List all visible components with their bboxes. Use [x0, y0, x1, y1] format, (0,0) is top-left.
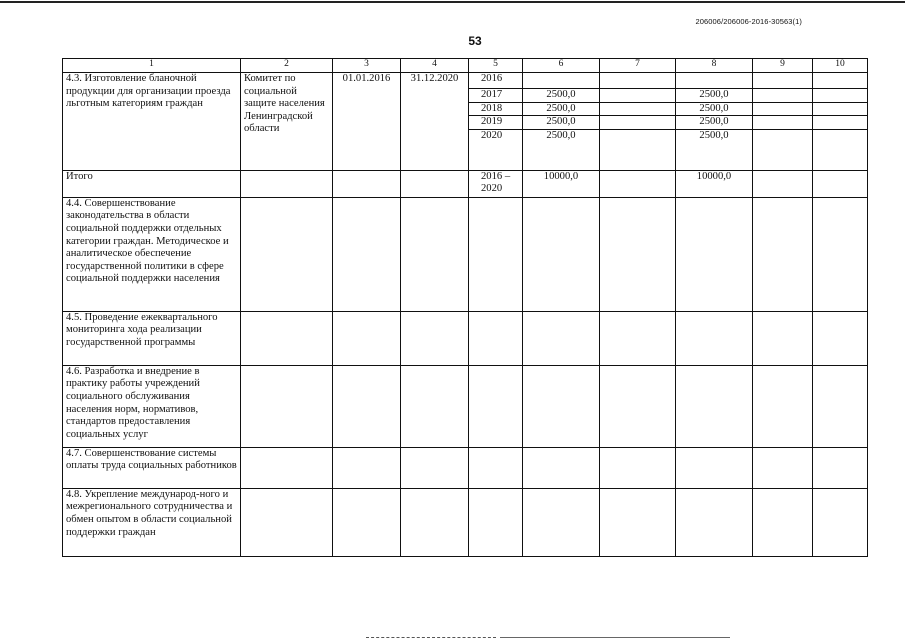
- year-cell: 2020: [469, 129, 523, 170]
- total-period: 2016 – 2020: [469, 170, 523, 197]
- column-header: 8: [676, 59, 753, 73]
- executor-cell: Комитет по социальной защите населения Ленинградской области: [241, 73, 333, 171]
- year-cell: 2019: [469, 116, 523, 130]
- amount-col6: 2500,0: [523, 89, 600, 103]
- item-title-4-4: 4.4. Совершенствование законодательства в области социальной поддержки отдельных категории граждан. Методическое и аналитическое обеспечение государственной политики в сфере социальной поддержки населения: [63, 197, 241, 311]
- item-title-4-5: 4.5. Проведение ежеквартального мониторинга хода реализации государственной программы: [63, 311, 241, 365]
- amount-col8: 2500,0: [676, 89, 753, 103]
- amount-col8: 2500,0: [676, 116, 753, 130]
- page-number: 53: [468, 34, 482, 48]
- table-row: [63, 365, 868, 447]
- column-header: 1: [63, 59, 241, 73]
- year-cell: 2017: [469, 89, 523, 103]
- column-header: 4: [401, 59, 469, 73]
- table-row: [63, 197, 868, 311]
- program-table: [62, 58, 868, 557]
- item-title-4-8: 4.8. Укрепление международ-ного и межрегионального сотрудничества и обмен опытом в области социальной поддержки граждан: [63, 488, 241, 556]
- column-header: 3: [333, 59, 401, 73]
- column-header: 6: [523, 59, 600, 73]
- start-date-cell: 01.01.2016: [333, 73, 401, 171]
- item-title-4-7: 4.7. Совершенствование системы оплаты труда социальных работников: [63, 447, 241, 488]
- table-row: [63, 73, 868, 89]
- item-title-4-3: 4.3. Изготовление бланочной продукции для организации проезда льготным категориям граждан: [63, 73, 241, 171]
- column-header: 9: [753, 59, 813, 73]
- end-date-cell: 31.12.2020: [401, 73, 469, 171]
- table-row: [63, 488, 868, 556]
- item-title-4-6: 4.6. Разработка и внедрение в практику работы учреждений социального обслуживания населения норм, нормативов, стандартов предоставления социальных услуг: [63, 365, 241, 447]
- year-cell: 2018: [469, 102, 523, 116]
- total-label: Итого: [63, 170, 241, 197]
- amount-col6: 2500,0: [523, 116, 600, 130]
- total-col6: 10000,0: [523, 170, 600, 197]
- amount-col8: [676, 73, 753, 89]
- total-col8: 10000,0: [676, 170, 753, 197]
- amount-col8: 2500,0: [676, 129, 753, 170]
- amount-col6: [523, 73, 600, 89]
- column-header: 5: [469, 59, 523, 73]
- year-cell: 2016: [469, 73, 523, 89]
- bottom-scan-line: [500, 637, 730, 638]
- column-header: 7: [600, 59, 676, 73]
- column-header: 2: [241, 59, 333, 73]
- column-header: 10: [813, 59, 868, 73]
- table-row: [63, 311, 868, 365]
- column-number-row: [63, 59, 868, 73]
- amount-col6: 2500,0: [523, 102, 600, 116]
- document-id: 206006/206006-2016-30563(1): [695, 17, 802, 26]
- top-border-line: [0, 1, 905, 3]
- table-row: [63, 447, 868, 488]
- amount-col6: 2500,0: [523, 129, 600, 170]
- total-row: [63, 170, 868, 197]
- bottom-scan-line: [366, 637, 496, 639]
- amount-col8: 2500,0: [676, 102, 753, 116]
